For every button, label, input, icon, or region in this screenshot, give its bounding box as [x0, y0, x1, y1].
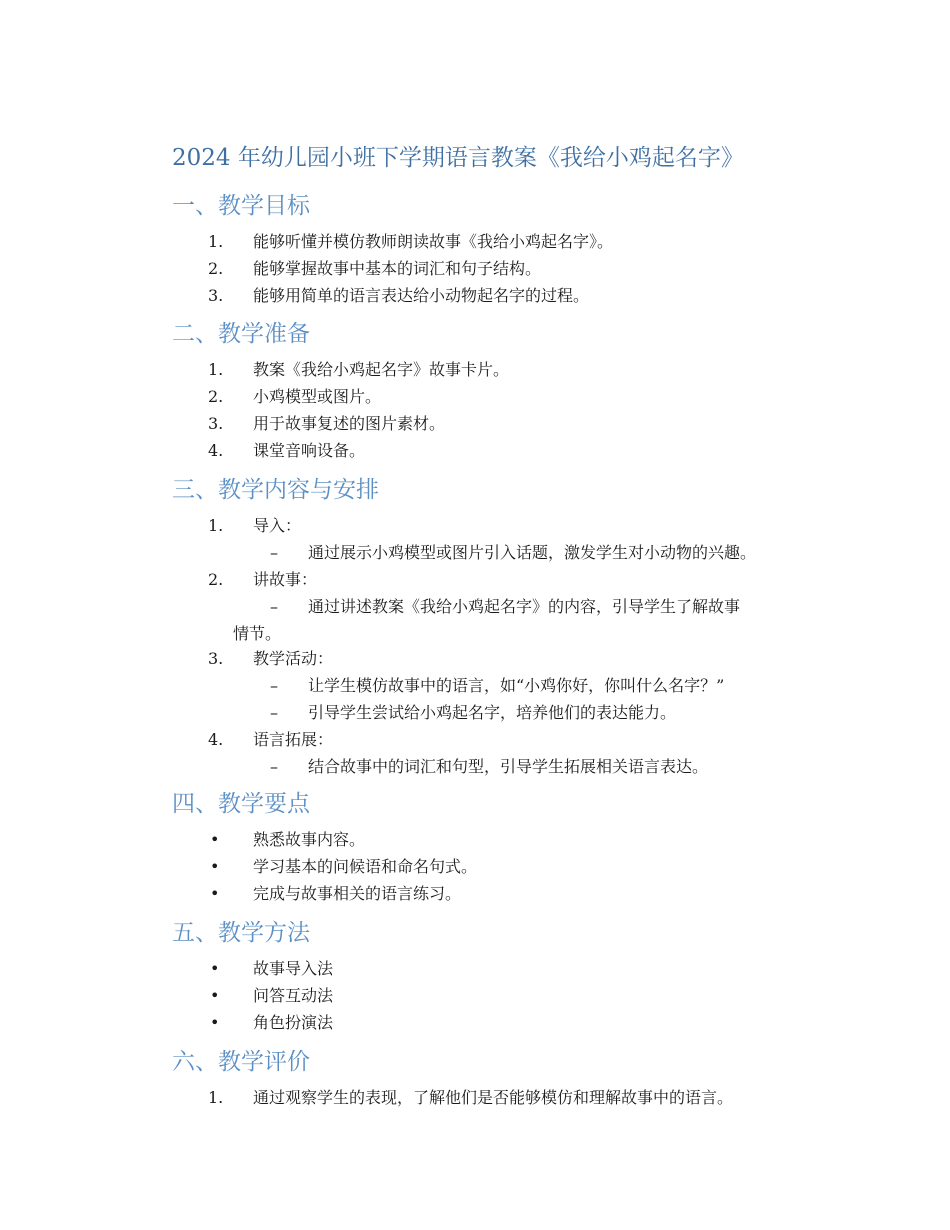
list-item: 故事导入法	[253, 959, 334, 978]
list-item: 课堂音响设备。	[253, 441, 366, 460]
bullet-marker: •	[210, 830, 220, 849]
section-heading: 三、教学内容与安排	[172, 477, 379, 503]
list-item: 角色扮演法	[253, 1013, 334, 1032]
bullet-marker: •	[210, 1013, 220, 1032]
list-item: 小鸡模型或图片。	[253, 387, 382, 406]
section-heading: 四、教学要点	[172, 791, 310, 817]
list-item: 通过观察学生的表现，了解他们是否能够模仿和理解故事中的语言。	[253, 1088, 734, 1107]
bullet-marker: •	[210, 959, 220, 978]
list-item: 问答互动法	[253, 986, 334, 1005]
bullet-marker: •	[210, 884, 220, 903]
list-number: 2.	[208, 387, 224, 406]
list-number: 1.	[208, 1088, 224, 1107]
bullet-marker: •	[210, 857, 220, 876]
list-number: 1.	[208, 232, 224, 251]
list-number: 3.	[208, 414, 224, 433]
list-number: 3.	[208, 286, 224, 305]
sub-list-item-continuation: 情节。	[233, 624, 282, 643]
sub-list-item: 通过讲述教案《我给小鸡起名字》的内容，引导学生了解故事	[308, 597, 741, 616]
document-title: 2024 年幼儿园小班下学期语言教案《我给小鸡起名字》	[172, 145, 744, 171]
bullet-marker: •	[210, 986, 220, 1005]
dash-marker: –	[270, 703, 278, 722]
list-item: 完成与故事相关的语言练习。	[253, 884, 462, 903]
section-heading: 五、教学方法	[172, 920, 310, 946]
list-item: 语言拓展：	[253, 730, 334, 749]
sub-list-item: 结合故事中的词汇和句型，引导学生拓展相关语言表达。	[308, 757, 709, 776]
sub-list-item: 让学生模仿故事中的语言，如“小鸡你好，你叫什么名字？”	[308, 676, 725, 695]
section-heading: 二、教学准备	[172, 321, 310, 347]
list-item: 能够用简单的语言表达给小动物起名字的过程。	[253, 286, 590, 305]
dash-marker: –	[270, 676, 278, 695]
list-item: 能够掌握故事中基本的词汇和句子结构。	[253, 259, 542, 278]
list-item: 教案《我给小鸡起名字》故事卡片。	[253, 360, 510, 379]
list-item: 讲故事：	[253, 570, 318, 589]
sub-list-item: 引导学生尝试给小鸡起名字，培养他们的表达能力。	[308, 703, 677, 722]
section-heading: 一、教学目标	[172, 193, 310, 219]
list-number: 4.	[208, 730, 224, 749]
list-item: 学习基本的问候语和命名句式。	[253, 857, 478, 876]
dash-marker: –	[270, 757, 278, 776]
list-number: 1.	[208, 516, 224, 535]
list-number: 2.	[208, 570, 224, 589]
dash-marker: –	[270, 597, 278, 616]
list-item: 能够听懂并模仿教师朗读故事《我给小鸡起名字》。	[253, 232, 614, 251]
list-item: 教学活动：	[253, 649, 334, 668]
list-item: 导入：	[253, 516, 302, 535]
list-item: 用于故事复述的图片素材。	[253, 414, 446, 433]
list-number: 2.	[208, 259, 224, 278]
section-heading: 六、教学评价	[172, 1049, 310, 1075]
dash-marker: –	[270, 543, 278, 562]
list-number: 3.	[208, 649, 224, 668]
list-item: 熟悉故事内容。	[253, 830, 366, 849]
list-number: 4.	[208, 441, 224, 460]
list-number: 1.	[208, 360, 224, 379]
sub-list-item: 通过展示小鸡模型或图片引入话题，激发学生对小动物的兴趣。	[308, 543, 757, 562]
